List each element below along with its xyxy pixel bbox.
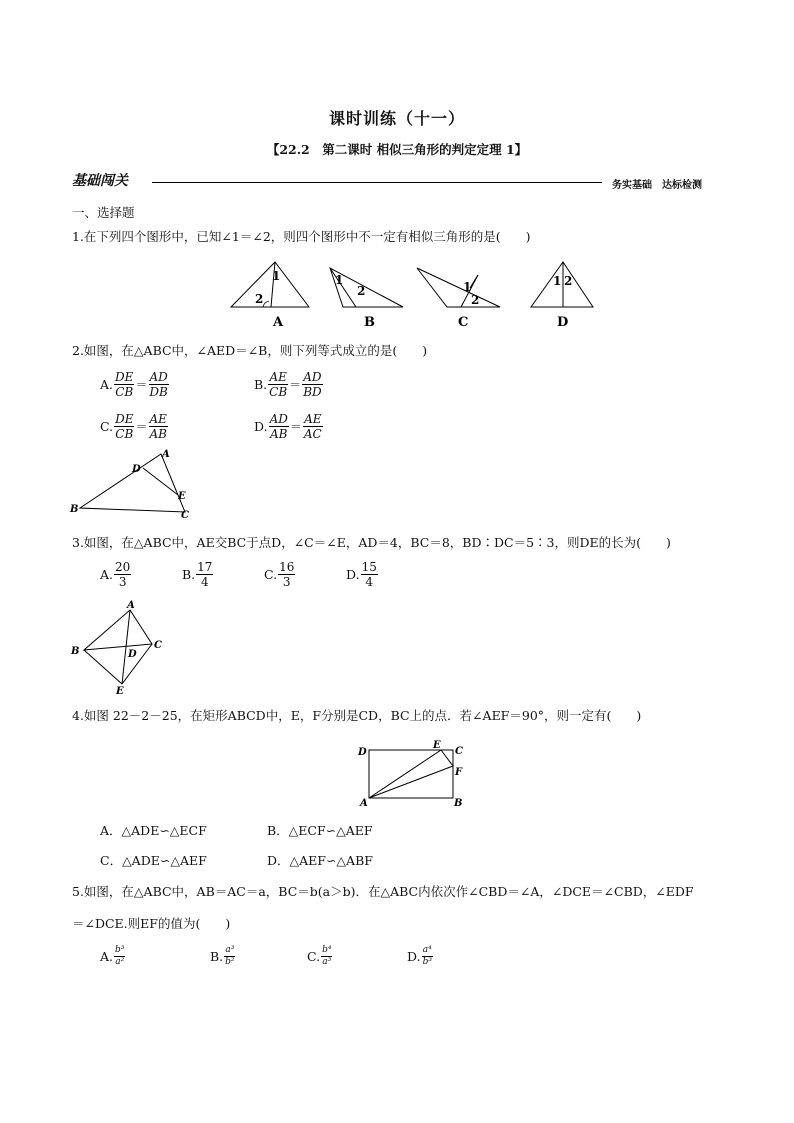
frac-num: AD (303, 370, 322, 384)
frac-den: b² (225, 957, 235, 967)
q3-option-a-label: A. (100, 567, 114, 582)
q5-option-b-label: B. (210, 949, 224, 964)
frac-num: AE (269, 370, 287, 384)
q1-c-letter: C (458, 315, 469, 330)
q4-option-c[interactable]: C．△ADE∽△AEF (100, 853, 207, 868)
eq-sign: ＝ (135, 420, 148, 434)
q1-figure-c (417, 268, 500, 330)
frac-num: a³ (225, 945, 235, 955)
q5-option-d-label: D. (407, 949, 421, 964)
frac-den: 4 (200, 575, 209, 589)
q2-label-b: B (70, 504, 79, 515)
frac-den: 4 (365, 575, 374, 589)
q3-option-d-label: D. (346, 567, 360, 582)
frac-num: b⁴ (322, 945, 332, 955)
q2-option-a-label: A. (100, 377, 114, 392)
frac-num: AD (149, 370, 168, 384)
q1-b-angle2: 2 (357, 284, 366, 298)
q4-label-f: F (455, 767, 463, 778)
q2-option-b-label: B. (254, 377, 268, 392)
q4-label-c: C (455, 746, 463, 757)
q2-label-a: A (162, 449, 170, 460)
frac-num: 15 (361, 560, 377, 574)
q4-label-b: B (454, 798, 463, 809)
q4-figure (355, 738, 470, 810)
frac-den: a² (115, 957, 125, 967)
q3-option-a[interactable] (100, 560, 131, 589)
q2-stem: 2.如图，在△ABC中，∠AED＝∠B，则下列等式成立的是( ) (72, 343, 428, 358)
q1-figure-d (531, 262, 593, 330)
q1-a-angle2: 2 (255, 292, 264, 306)
banner-divider (152, 182, 602, 183)
page-title: 课时训练（十一） (328, 109, 465, 128)
frac-den: CB (269, 385, 288, 399)
q5-option-d[interactable] (407, 945, 433, 968)
q3-option-b[interactable] (182, 560, 213, 589)
frac-den: CB (115, 427, 134, 441)
q2-option-c-label: C. (100, 419, 114, 434)
section-title: 一、选择题 (72, 205, 135, 220)
q4-option-d[interactable]: D．△AEF∽△ABF (267, 853, 373, 868)
frac-num: DE (115, 412, 134, 426)
q1-c-angle1: 1 (463, 280, 472, 294)
lesson-subtitle: 【22.2 第二课时 相似三角形的判定定理 1】 (266, 142, 528, 157)
frac-den: CB (115, 385, 134, 399)
frac-den: BD (303, 385, 322, 399)
q3-label-b: B (71, 646, 80, 657)
q1-d-letter: D (557, 315, 569, 330)
frac-den: DB (149, 385, 168, 399)
frac-num: 20 (115, 560, 131, 574)
q3-stem: 3.如图，在△ABC中，AE交BC于点D，∠C＝∠E，AD＝4，BC＝8，BD∶DC＝5∶3，则DE的长为( ) (72, 535, 671, 550)
frac-den: AC (303, 427, 322, 441)
q3-option-c-label: C. (264, 567, 278, 582)
q3-label-e: E (116, 686, 124, 696)
q2-label-e: E (178, 491, 186, 502)
frac-num: b³ (115, 945, 125, 955)
q1-figure-b (330, 268, 403, 330)
q2-label-c: C (181, 510, 189, 520)
frac-num: AE (304, 412, 322, 426)
eq-sign: ＝ (289, 378, 302, 392)
q4-label-a: A (360, 798, 368, 809)
eq-sign: ＝ (135, 378, 148, 392)
q3-option-b-label: B. (182, 567, 196, 582)
q5-option-a[interactable] (100, 945, 125, 968)
q1-b-letter: B (364, 315, 375, 330)
q5-stem-line2: ＝∠DCE.则EF的值为( ) (72, 916, 231, 931)
q4-option-a[interactable]: A．△ADE∽△ECF (100, 823, 207, 838)
frac-den: 3 (282, 575, 291, 589)
frac-den: AB (269, 427, 288, 441)
frac-num: 16 (279, 560, 295, 574)
q1-figures (225, 258, 605, 334)
frac-den: b³ (422, 957, 432, 967)
q2-option-b[interactable] (254, 370, 323, 399)
q5-stem-line1: 5.如图，在△ABC中，AB＝AC＝a，BC＝b(a＞b)．在△ABC内依次作∠CBD＝∠A，∠DCE＝∠CBD，∠EDF (72, 884, 694, 899)
q3-figure (68, 598, 178, 696)
q1-a-letter: A (273, 315, 284, 330)
q3-option-d[interactable] (346, 560, 378, 589)
q3-option-c[interactable] (264, 560, 295, 589)
q1-c-angle2: 2 (471, 293, 480, 307)
q1-stem: 1.在下列四个图形中，已知∠1＝∠2，则四个图形中不一定有相似三角形的是( ) (72, 229, 531, 244)
q2-option-a[interactable] (100, 370, 169, 399)
q5-option-b[interactable] (210, 945, 236, 968)
q3-label-d: D (128, 649, 137, 660)
q2-label-d: D (132, 464, 141, 475)
q5-option-c[interactable] (307, 945, 332, 968)
q4-label-d: D (358, 747, 367, 758)
frac-den: a³ (322, 957, 332, 967)
q1-a-angle1: 1 (272, 269, 281, 283)
section-banner-label: 基础闯关 (72, 173, 128, 189)
q2-option-d[interactable] (254, 412, 323, 441)
q3-label-c: C (154, 640, 162, 651)
q4-option-b[interactable]: B．△ECF∽△AEF (267, 823, 373, 838)
frac-num: AE (149, 412, 167, 426)
q5-option-c-label: C. (307, 949, 321, 964)
frac-num: 17 (197, 560, 213, 574)
banner-tagline: 务实基础 达标检测 (612, 180, 702, 191)
q4-stem: 4.如图 22－2－25，在矩形ABCD中，E，F分别是CD，BC上的点．若∠AEF＝90°，则一定有( ) (72, 708, 642, 723)
q2-option-d-label: D. (254, 419, 268, 434)
frac-num: a⁴ (422, 945, 432, 955)
frac-den: AB (149, 427, 167, 441)
frac-den: 3 (118, 575, 127, 589)
q1-d-angle1: 1 (553, 274, 562, 288)
q4-label-e: E (433, 740, 441, 751)
q3-label-a: A (127, 600, 135, 611)
q2-option-c[interactable] (100, 412, 168, 441)
q2-figure (68, 448, 198, 520)
eq-sign: ＝ (289, 420, 302, 434)
frac-num: DE (115, 370, 134, 384)
q5-option-a-label: A. (100, 949, 114, 964)
q1-d-angle2: 2 (564, 274, 573, 288)
q1-b-angle1: 1 (335, 273, 344, 287)
q1-figure-a (231, 262, 309, 330)
frac-num: AD (269, 412, 288, 426)
